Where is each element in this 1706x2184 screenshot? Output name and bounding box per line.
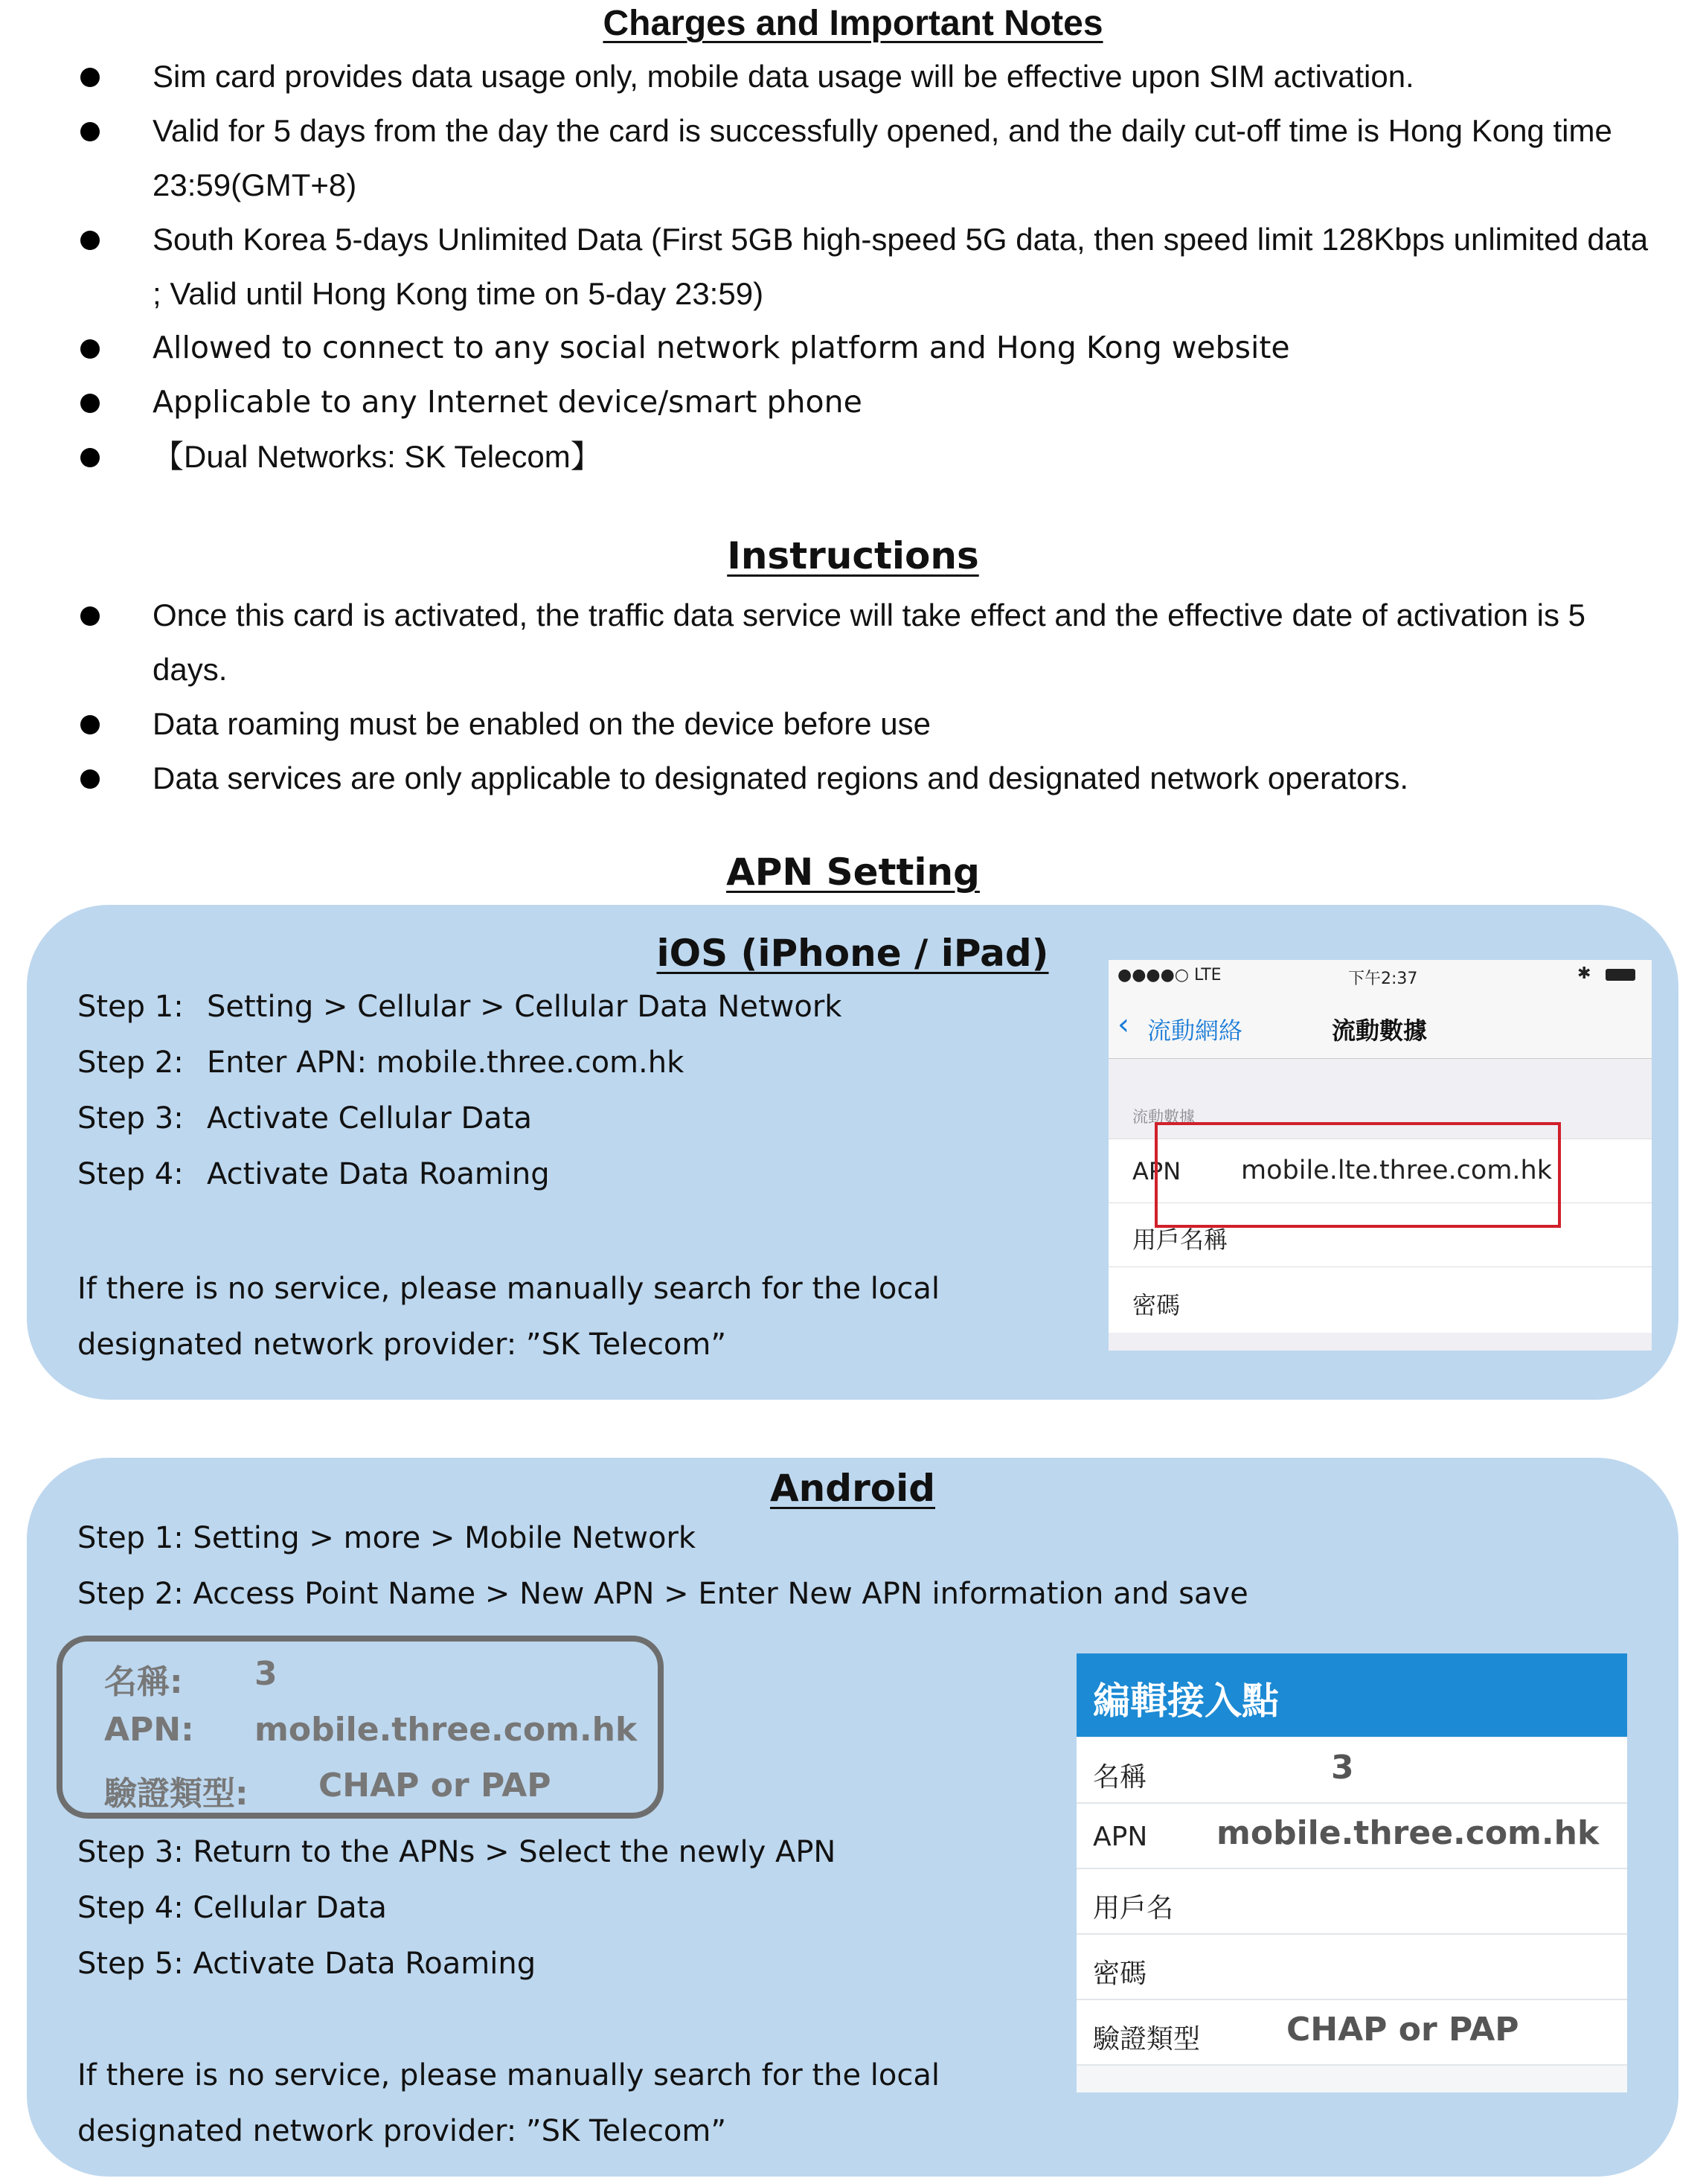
bullet-icon: [80, 394, 100, 413]
instructions-list: [0, 588, 1706, 805]
ios-step-1: Step 1: Setting > Cellular > Cellular Data Network: [77, 990, 842, 1024]
list-item: Sim card provides data usage only, mobile data usage will be effective upon SIM activation.: [0, 49, 1706, 103]
apn-row[interactable]: [1077, 1804, 1627, 1869]
android-step-4: Step 4: Cellular Data: [77, 1891, 387, 1925]
list-item: South Korea 5-days Unlimited Data (First 5GB high-speed 5G data, then speed limit 128Kbps unlimited data ; Valid until Hong Kong time on 5-day 23:59): [0, 212, 1706, 321]
apn-setting-title: APN Setting: [726, 851, 980, 894]
password-label: 密碼: [1093, 1959, 1147, 1989]
apn-value: mobile.three.com.hk: [254, 1711, 638, 1749]
apn-label: APN:: [104, 1711, 194, 1749]
username-label: 用戶名: [1093, 1893, 1174, 1924]
name-row[interactable]: [1077, 1738, 1627, 1804]
auth-label: 驗證類型:: [104, 1775, 248, 1813]
android-step-1: Step 1: Setting > more > Mobile Network: [77, 1521, 696, 1555]
list-item: Allowed to connect to any social network platform and Hong Kong website: [0, 321, 1706, 375]
ios-step-3: Step 3: Activate Cellular Data: [77, 1101, 533, 1136]
android-screen-image: [1077, 1653, 1627, 2092]
bullet-icon: [80, 339, 100, 359]
highlight-box: [1155, 1122, 1561, 1228]
apn-label: APN: [1132, 1157, 1181, 1185]
apn-value[interactable]: mobile.three.com.hk: [1216, 1814, 1600, 1852]
bullet-icon: [80, 769, 100, 789]
list-item: Data services are only applicable to designated regions and designated network operators.: [0, 751, 1706, 805]
android-step-5: Step 5: Activate Data Roaming: [77, 1947, 536, 1981]
carrier-signal: ●●●●○ LTE: [1117, 966, 1222, 984]
apn-label: APN: [1093, 1822, 1148, 1852]
password-label: 密碼: [1132, 1291, 1181, 1319]
bullet-icon: [80, 68, 100, 87]
auth-value: CHAP or PAP: [318, 1767, 551, 1804]
charges-list: [0, 49, 1706, 484]
list-item: Once this card is activated, the traffic data service will take effect and the effective date of activation is 5 days.: [0, 588, 1706, 696]
instructions-title: Instructions: [727, 534, 979, 577]
ios-note: If there is no service, please manually search for the local designated network provider: ”SK Telecom”: [77, 1272, 940, 1362]
nav-title: 流動數據: [1332, 1016, 1428, 1045]
password-row[interactable]: [1077, 1935, 1627, 2000]
list-item: 【Dual Networks: SK Telecom】: [0, 429, 1706, 484]
charges-title: Charges and Important Notes: [603, 4, 1103, 43]
auth-row[interactable]: [1077, 2000, 1627, 2066]
password-row[interactable]: [1109, 1266, 1652, 1333]
bullet-icon: [80, 715, 100, 734]
name-value: 3: [254, 1655, 278, 1693]
list-item: Data roaming must be enabled on the device before use: [0, 696, 1706, 751]
android-note: If there is no service, please manually search for the local designated network provider: ”SK Telecom”: [77, 2058, 940, 2148]
app-bar: [1077, 1653, 1627, 1737]
name-value[interactable]: 3: [1331, 1749, 1354, 1787]
battery-icon: [1606, 969, 1635, 981]
nav-bar: [1109, 991, 1652, 1059]
ios-step-4: Step 4: Activate Data Roaming: [77, 1157, 550, 1191]
auth-value[interactable]: CHAP or PAP: [1286, 2011, 1519, 2049]
name-label: 名稱:: [104, 1663, 183, 1701]
back-button[interactable]: 流動網絡: [1147, 1016, 1243, 1045]
name-label: 名稱: [1093, 1762, 1147, 1793]
auth-label: 驗證類型: [1093, 2024, 1201, 2055]
status-bar: [1109, 960, 1652, 991]
ios-step-2: Step 2: Enter APN: mobile.three.com.hk: [77, 1045, 684, 1080]
list-item: Applicable to any Internet device/smart phone: [0, 375, 1706, 429]
ios-screen-image: [1109, 960, 1652, 1351]
bluetooth-icon: ✱: [1577, 964, 1591, 983]
bullet-icon: [80, 231, 100, 250]
bullet-icon: [80, 606, 100, 626]
list-item: Valid for 5 days from the day the card is successfully opened, and the daily cut-off time is Hong Kong time 23:59(GMT+8): [0, 103, 1706, 212]
username-row[interactable]: [1077, 1869, 1627, 1935]
android-step-2: Step 2: Access Point Name > New APN > Enter New APN information and save: [77, 1577, 1248, 1611]
android-title: Android: [769, 1467, 936, 1510]
chevron-left-icon[interactable]: ‹: [1117, 1008, 1129, 1042]
bullet-icon: [80, 122, 100, 141]
apn-value[interactable]: mobile.lte.three.com.hk: [1241, 1156, 1552, 1185]
section-header: 流動數據: [1132, 1108, 1195, 1126]
status-time: 下午2:37: [1348, 970, 1418, 988]
apn-info-box: [57, 1636, 664, 1819]
android-step-3: Step 3: Return to the APNs > Select the newly APN: [77, 1835, 836, 1869]
username-label: 用戶名稱: [1132, 1226, 1228, 1254]
screen-title: 編輯接入點: [1093, 1679, 1279, 1723]
bullet-icon: [80, 448, 100, 467]
ios-title: iOS (iPhone / iPad): [656, 932, 1049, 975]
